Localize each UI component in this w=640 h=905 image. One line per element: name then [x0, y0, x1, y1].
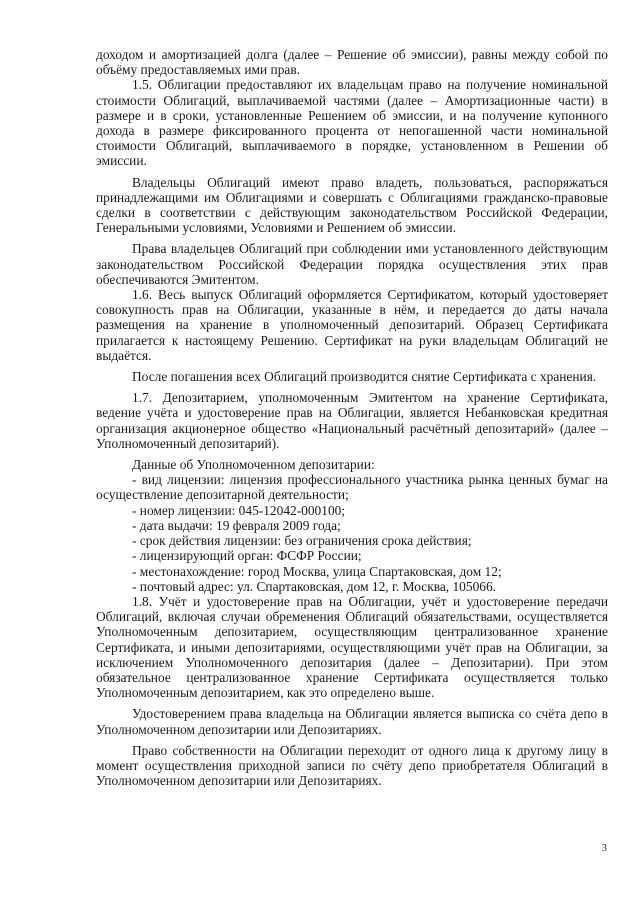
paragraph: Право собственности на Облигации переходит от одного лица к другому лицу в момент осуществления приходной записи по счёту депо приобретателя Облигаций в Уполномоченном депозитарии или Депозитариях.	[96, 742, 608, 789]
paragraph: Владельцы Облигаций имеют право владеть, пользоваться, распоряжаться принадлежащими им Облигациями и совершать с Облигациями гражданско-правовые сделки в соответствии с действующим законодательством Российской Федерации, Генеральными условиями, Условиями и Решением об эмиссии.	[96, 174, 608, 236]
paragraph: - дата выдачи: 19 февраля 2009 года;	[132, 517, 341, 533]
paragraph: После погашения всех Облигаций производится снятие Сертификата с хранения.	[132, 369, 597, 385]
paragraph: - лицензирующий орган: ФСФР России;	[132, 548, 362, 564]
paragraph: Права владельцев Облигаций при соблюдении ими установленного действующим законодательством Российской Федерации порядка осуществления этих прав обеспечиваются Эмитентом.	[96, 241, 608, 287]
paragraph: 1.6. Весь выпуск Облигаций оформляется Сертификатом, который удостоверяет совокупность прав на Облигации, указанные в нём, и передается до даты начала размещения на хранение в уполномоченный депозитарий. Образец Сертификата прилагается к настоящему Решению. Сертификат на руки владельцам Облигаций не выдаётся.	[96, 287, 608, 363]
paragraph: - срок действия лицензии: без ограничения срока действия;	[132, 533, 472, 549]
paragraph: Данные об Уполномоченном депозитарии:	[132, 457, 375, 473]
paragraph: 1.5. Облигации предоставляют их владельцам право на получение номинальной стоимости Облигаций, выплачиваемой частями (далее – Амортизационные части) в размере и в сроки, установленные Решением об эмиссии, и на получение купонного дохода в размере фиксированного процента от непогашенной части номинальной стоимости Облигаций, выплачиваемого в порядке, установленном в Решении об эмиссии.	[96, 77, 608, 169]
paragraph: - вид лицензии: лицензия профессионального участника рынка ценных бумаг на осуществление депозитарной деятельности;	[96, 472, 608, 503]
paragraph: Удостоверением права владельца на Облигации является выписка со счёта депо в Уполномоченном депозитарии или Депозитариях.	[96, 706, 608, 737]
paragraph: - почтовый адрес: ул. Спартаковская, дом 12, г. Москва, 105066.	[132, 578, 497, 594]
paragraph: доходом и амортизацией долга (далее – Решение об эмиссии), равны между собой по объёму предоставляемых ими прав.	[96, 47, 608, 78]
paragraph: - местонахождение: город Москва, улица Спартаковская, дом 12;	[132, 563, 502, 579]
document-body	[96, 47, 608, 788]
paragraph: 1.7. Депозитарием, уполномоченным Эмитентом на хранение Сертификата, ведение учёта и удостоверение прав на Облигации, является Небанковская кредитная организация акционерное общество «Национальный расчётный депозитарий» (далее – Уполномоченный депозитарий).	[96, 390, 608, 451]
page-number: 3	[601, 842, 607, 854]
paragraph: - номер лицензии: 045-12042-000100;	[132, 502, 346, 518]
paragraph: 1.8. Учёт и удостоверение прав на Облигации, учёт и удостоверение передачи Облигаций, включая случаи обременения Облигаций обязательствами, осуществляется Уполномоченным депозитарием, осуществляющим централизованное хранение Сертификата, и иными депозитариями, осуществляющими учёт прав на Облигации, за исключением Уполномоченного депозитария (далее – Депозитарии). При этом обязательное централизованное хранение Сертификата осуществляется только Уполномоченным депозитарием, как это определено выше.	[96, 593, 608, 701]
